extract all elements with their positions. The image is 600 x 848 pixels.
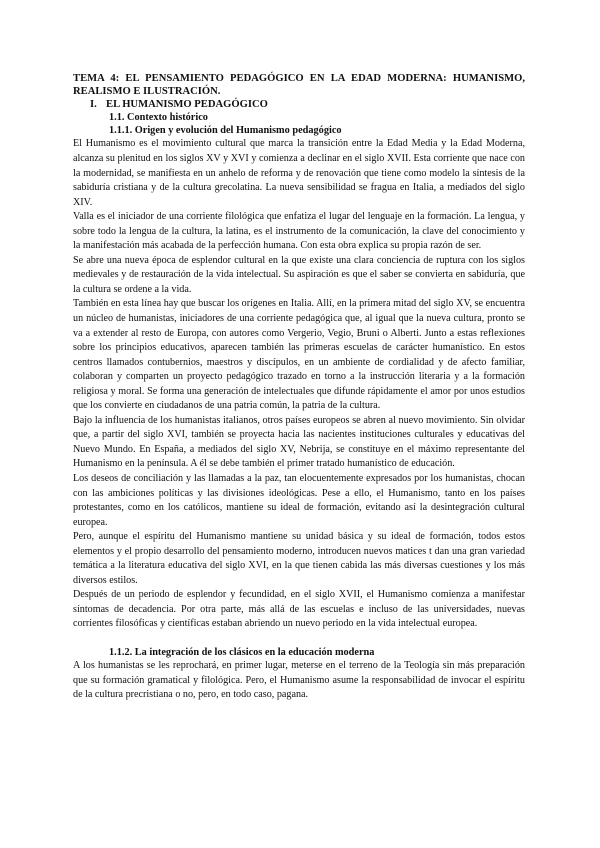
paragraph: A los humanistas se les reprochará, en primer lugar, meterse en el terreno de la Teología sin más preparación que su formación gramatical y filológica. Pero, el Humanismo asume la responsabilidad de invocar el espíritu de la cultura precristiana o no, pero, en todo caso, pagana. [73,660,525,701]
subsubsection-heading-integracion: 1.1.2. La integración de los clásicos en la educación moderna [109,647,375,658]
subsection-heading-contexto: 1.1. Contexto histórico [109,112,208,124]
section-heading-humanismo [90,98,525,111]
document-body [73,72,525,703]
section-label: EL HUMANISMO PEDAGÓGICO [106,99,268,111]
paragraph: Pero, aunque el espíritu del Humanismo mantiene su unidad básica y su ideal de formación, todos estos elementos y el propio desarrollo del pensamiento moderno, introducen nuevos matices t dan una gran variedad temática a la literatura educativa del siglo XVI, en la que tienen cabida las más diversas cuestiones y los más diversos estilos. [73,531,525,586]
paragraph: Valla es el iniciador de una corriente filológica que enfatiza el lugar del lenguaje en la formación. La lengua, y sobre todo la lengua de la cultura, la latina, es el instrumento de la comunicación, la clave del conocimiento y la manifestación más acabada de la perfección humana. Con esta obra explica su propia razón de ser. [73,211,525,252]
document-title: TEMA 4: EL PENSAMIENTO PEDAGÓGICO EN LA EDAD MODERNA: HUMANISMO, REALISMO E ILUSTRACIÓN. [73,73,525,98]
paragraph: También en esta línea hay que buscar los orígenes en Italia. Allí, en la primera mitad del siglo XV, se encuentra un núcleo de humanistas, iniciadores de una corriente pedagógica que, al igual que la nueva cultura, pronto se va a extender al resto de Europa, con autores como Vergerio, Vegio, Bruni o Alberti. Junto a estas reflexiones sobre los principios educativos, aparecen también las primeras escuelas de carácter humanístico. En estos centros llamados contubernios, maestros y discípulos, en un ambiente de cordialidad y de afecto familiar, colaboran y comparten un proyecto pedagógico trazado en torno a la instrucción literaria y a la formación religiosa y moral. Se forma una generación de intelectuales que difunde rápidamente el amor por unos estudios que los convierte en ciudadanos de una patria común, la patria de la cultura. [73,298,525,412]
paragraph: Los deseos de conciliación y las llamadas a la paz, tan elocuentemente expresados por los humanistas, chocan con las ambiciones políticas y las divisiones ideológicas. Pese a ello, el Humanismo, tanto en los países protestantes, como en los católicos, mantiene su ideal de formación, evitando así la desintegración cultural europea. [73,472,525,528]
section-number: I. [90,99,97,111]
paragraph: Se abre una nueva época de esplendor cultural en la que existe una clara conciencia de ruptura con los siglos medievales y de restauración de la vida intelectual. Su aspiración es que el saber se convierta en sabiduría, que la cultura se ordene a la vida. [73,254,525,295]
paragraph: Después de un periodo de esplendor y fecundidad, en el siglo XVII, el Humanismo comienza a manifestar síntomas de decadencia. Por otra parte, más allá de las escuelas e incluso de las universidades, nuevas corrientes filosóficas y científicas estaban abriendo un nuevo periodo en la vida intelectual europea. [73,589,525,630]
subsubsection-heading-origen: 1.1.1. Origen y evolución del Humanismo pedagógico [109,125,342,137]
paragraph: El Humanismo es el movimiento cultural que marca la transición entre la Edad Media y la Edad Moderna, alcanza su plenitud en los siglos XV y XVI y comienza a declinar en el siglo XVII. Esta corriente que nace con la modernidad, se manifiesta en un anhelo de reforma y de renovación que tiene como modelo la síntesis de la sabiduría cristiana y de la cultura grecolatina. La nueva sensibilidad se fragua en Italia, a mediados del siglo XIV. [73,138,525,208]
paragraph: Bajo la influencia de los humanistas italianos, otros países europeos se abren al nuevo movimiento. Sin olvidar que, a partir del siglo XVI, también se proyecta hacia las nacientes instituciones culturales y educativas del Nuevo Mundo. En España, a mediados del siglo XV, Nebrija, se constituye en el máximo representante del Humanismo en la península. A él se debe también el primer tratado humanístico de educación. [73,414,525,470]
